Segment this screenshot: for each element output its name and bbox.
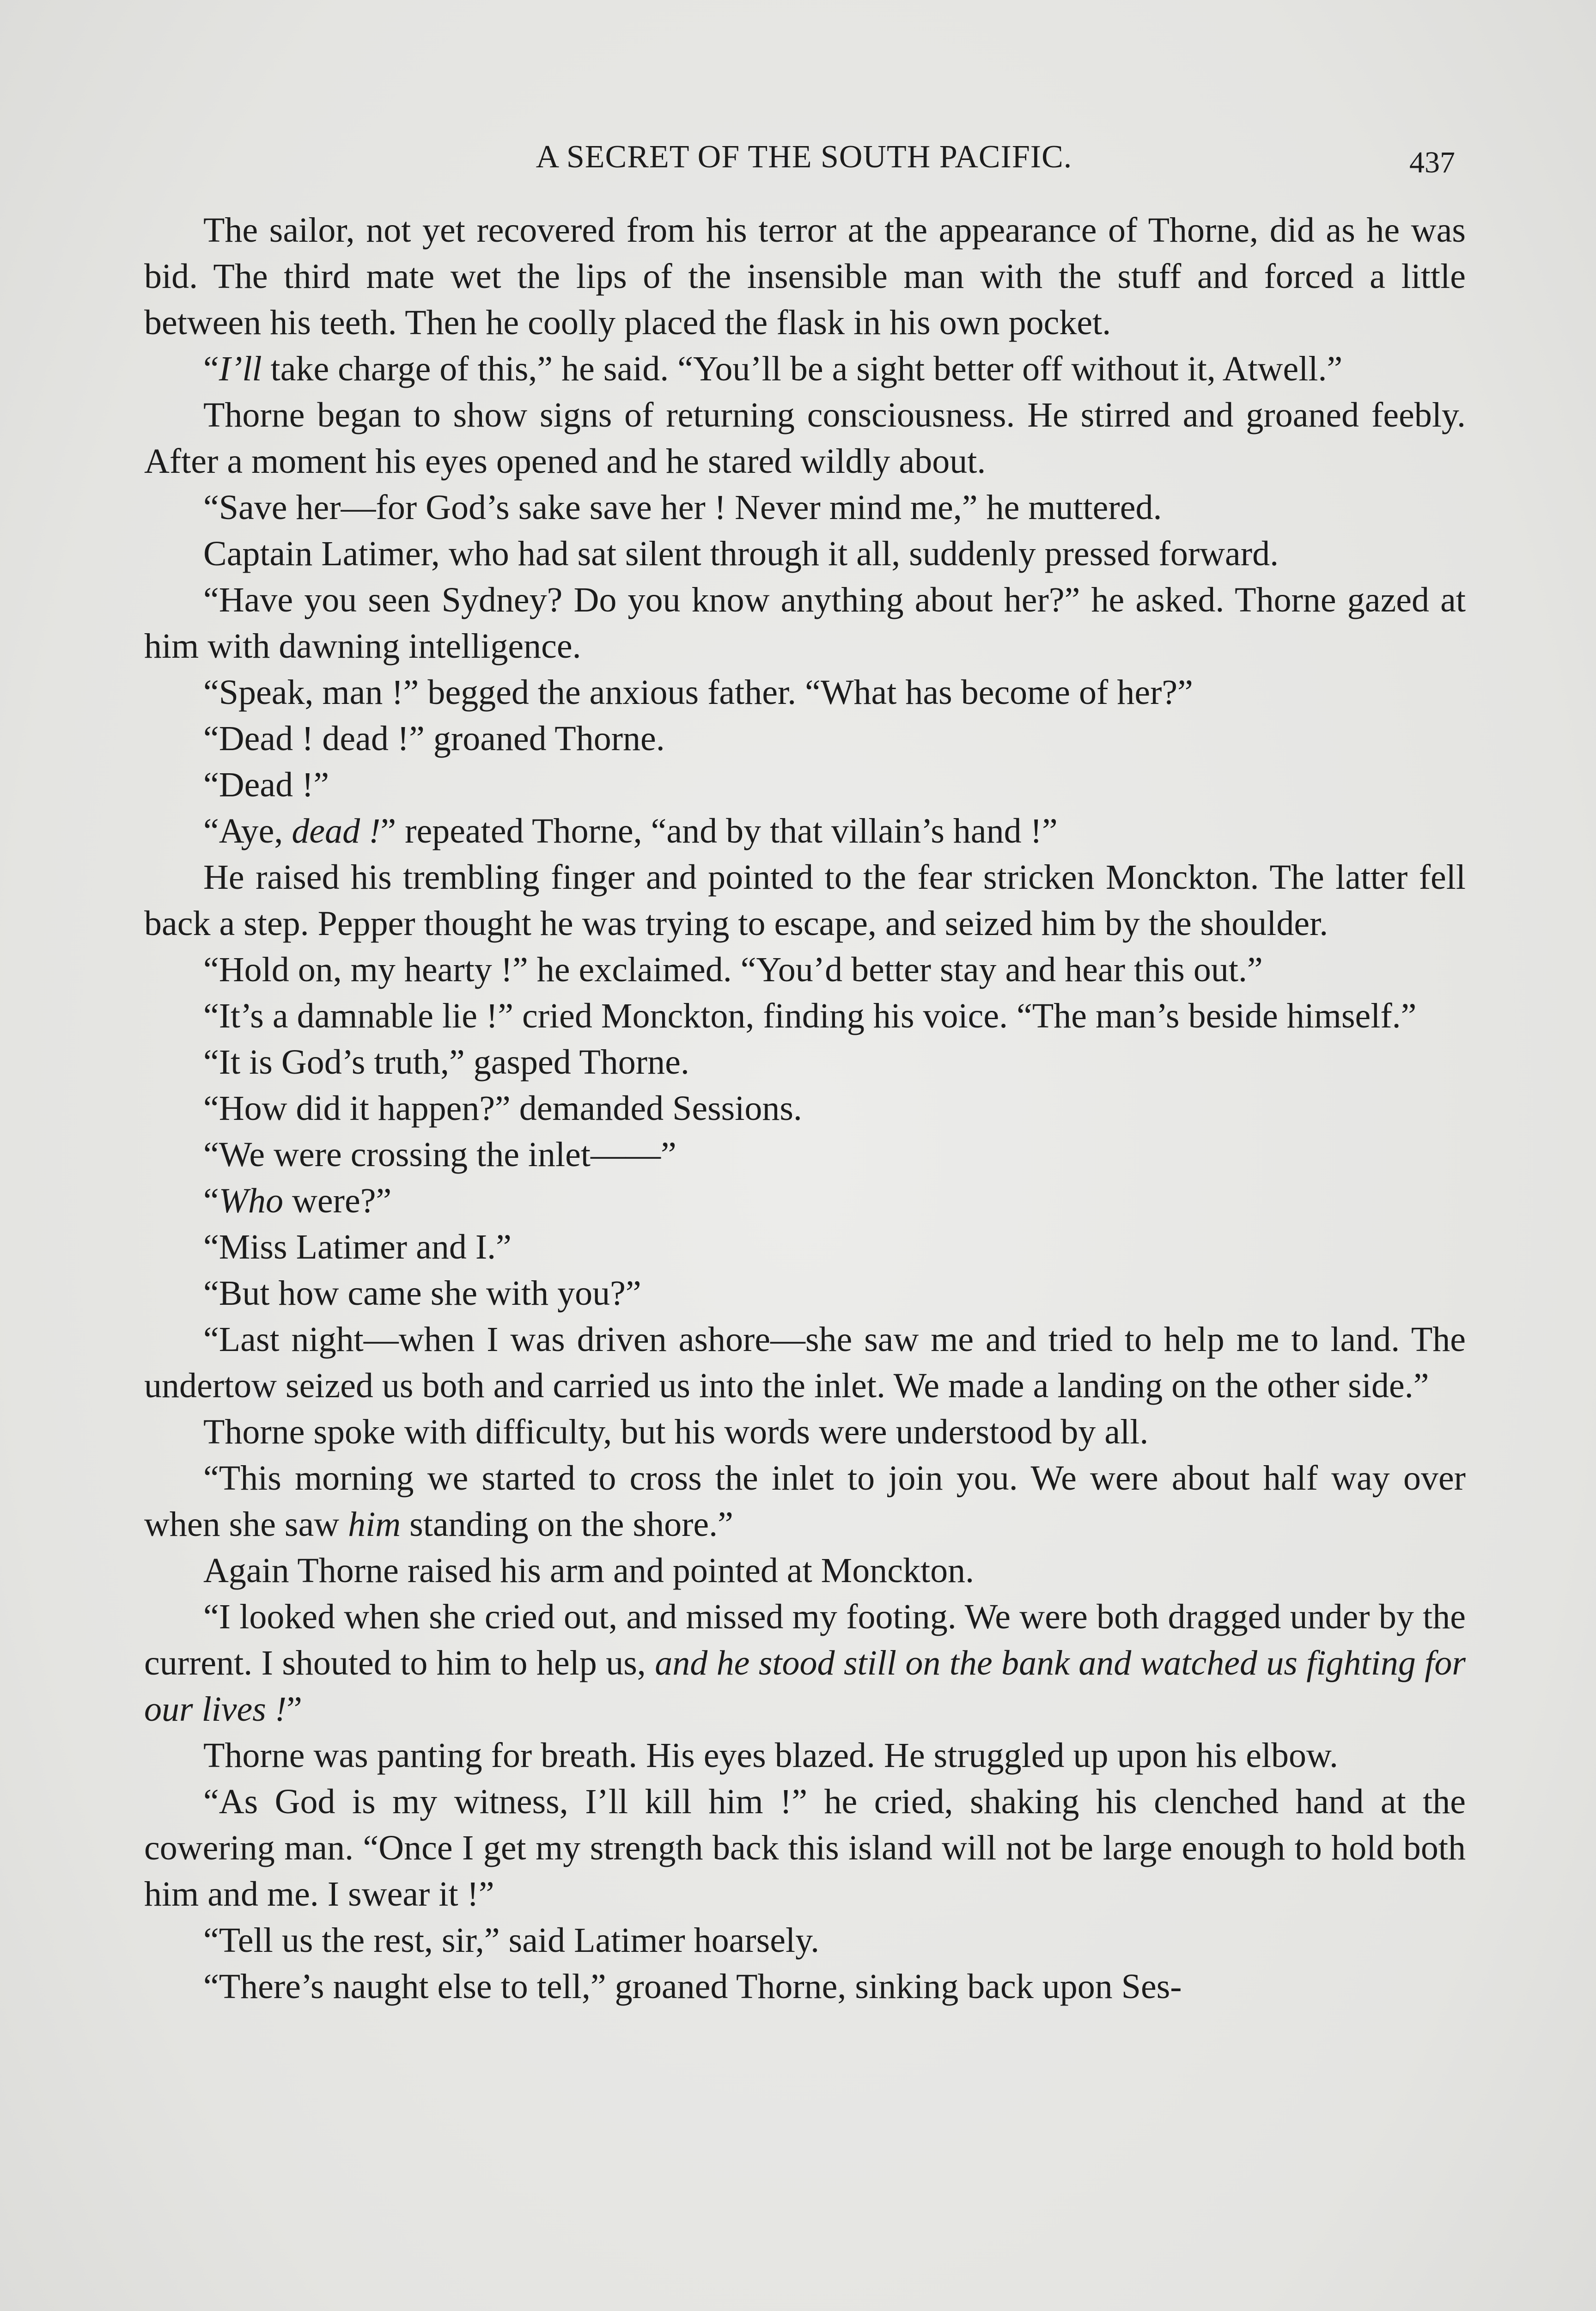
text-run: “There’s naught else to tell,” groaned Thorne, sinking back upon Ses- bbox=[203, 1967, 1182, 2006]
paragraph bbox=[144, 1732, 1466, 1779]
text-run: were?” bbox=[283, 1181, 392, 1220]
paragraph bbox=[144, 1316, 1466, 1409]
paragraph bbox=[144, 1178, 1466, 1224]
paragraph bbox=[144, 1039, 1466, 1085]
paragraph bbox=[144, 854, 1466, 947]
paragraph bbox=[144, 531, 1466, 577]
text-run: take charge of this,” he said. “You’ll be a sight better off without it, Atwell.” bbox=[262, 349, 1343, 388]
paragraph bbox=[144, 947, 1466, 993]
text-run: “How did it happen?” demanded Sessions. bbox=[203, 1089, 802, 1128]
text-run: “It is God’s truth,” gasped Thorne. bbox=[203, 1043, 689, 1082]
text-run: The sailor, not yet recovered from his terror at the appearance of Thorne, did as he was bid. The third mate wet the lips of the insensible man with the stuff and forced a little between his teeth. Then he coolly placed the flask in his own pocket. bbox=[144, 211, 1466, 342]
paragraph bbox=[144, 1779, 1466, 1917]
paragraph bbox=[144, 484, 1466, 531]
paragraph bbox=[144, 346, 1466, 392]
text-run: ” bbox=[286, 1690, 302, 1729]
paragraph bbox=[144, 392, 1466, 484]
text-run: “I looked when she cried out, and missed my footing. We were both dragged under by the current. I shouted to him to help us, bbox=[144, 1597, 1466, 1682]
paragraph bbox=[144, 1409, 1466, 1455]
paragraph bbox=[144, 1131, 1466, 1178]
page-number: 437 bbox=[1409, 146, 1455, 179]
italic-text: Who bbox=[219, 1181, 284, 1220]
paragraph bbox=[144, 1594, 1466, 1732]
page-header bbox=[0, 139, 1596, 190]
text-run: “This morning we started to cross the inlet to join you. We were about half way over when she saw bbox=[144, 1459, 1466, 1544]
text-run: “But how came she with you?” bbox=[203, 1274, 641, 1313]
paragraph bbox=[144, 1085, 1466, 1131]
text-run: Thorne spoke with difficulty, but his words were understood by all. bbox=[203, 1412, 1149, 1451]
text-run: He raised his trembling finger and pointed to the fear stricken Monckton. The latter fell back a step. Pepper thought he was trying to escape, and seized him by the shoulder. bbox=[144, 858, 1466, 943]
text-run: Thorne was panting for breath. His eyes blazed. He struggled up upon his elbow. bbox=[203, 1736, 1339, 1775]
paragraph bbox=[144, 1455, 1466, 1547]
paragraph bbox=[144, 577, 1466, 669]
text-run: “Tell us the rest, sir,” said Latimer hoarsely. bbox=[203, 1921, 820, 1960]
text-run: standing on the shore.” bbox=[401, 1505, 733, 1544]
text-run: “Aye, bbox=[203, 812, 292, 850]
italic-text: I’ll bbox=[219, 349, 262, 388]
text-run: “Last night—when I was driven ashore—she saw me and tried to help me to land. The undertow seized us both and carried us into the inlet. We made a landing on the other side.” bbox=[144, 1320, 1466, 1405]
text-run: “Speak, man !” begged the anxious father. “What has become of her?” bbox=[203, 673, 1193, 712]
text-run: “Dead ! dead !” groaned Thorne. bbox=[203, 719, 665, 758]
paragraph bbox=[144, 1224, 1466, 1270]
text-run: “Have you seen Sydney? Do you know anything about her?” he asked. Thorne gazed at him with dawning intelligence. bbox=[144, 581, 1466, 666]
italic-text: and he stood still on the bank and watched us fighting for our lives ! bbox=[144, 1644, 1466, 1729]
text-run: “It’s a damnable lie !” cried Monckton, finding his voice. “The man’s beside himself.” bbox=[203, 997, 1417, 1035]
text-run: “Dead !” bbox=[203, 765, 329, 804]
running-head: A SECRET OF THE SOUTH PACIFIC. bbox=[536, 139, 1072, 175]
paragraph bbox=[144, 669, 1466, 715]
text-run: “Save her—for God’s sake save her ! Never mind me,” he muttered. bbox=[203, 488, 1162, 527]
text-run: Captain Latimer, who had sat silent through it all, suddenly pressed forward. bbox=[203, 534, 1279, 573]
italic-text: dead ! bbox=[292, 812, 381, 850]
text-run: Again Thorne raised his arm and pointed at Monckton. bbox=[203, 1551, 975, 1590]
text-run: “Hold on, my hearty !” he exclaimed. “You’d better stay and hear this out.” bbox=[203, 950, 1263, 989]
paragraph bbox=[144, 762, 1466, 808]
paragraph bbox=[144, 993, 1466, 1039]
paragraph bbox=[144, 1917, 1466, 1963]
body-text bbox=[144, 207, 1466, 2010]
text-run: Thorne began to show signs of returning consciousness. He stirred and groaned feebly. After a moment his eyes opened and he stared wildly about. bbox=[144, 396, 1466, 481]
text-run: “Miss Latimer and I.” bbox=[203, 1228, 512, 1266]
paragraph bbox=[144, 715, 1466, 762]
text-run: ” repeated Thorne, “and by that villain’s hand !” bbox=[380, 812, 1058, 850]
paragraph bbox=[144, 207, 1466, 346]
italic-text: him bbox=[348, 1505, 401, 1544]
paragraph bbox=[144, 808, 1466, 854]
text-run: “As God is my witness, I’ll kill him !” he cried, shaking his clenched hand at the cowering man. “Once I get my strength back this island will not be large enough to hold both him and me. I swear it !” bbox=[144, 1782, 1466, 1914]
text-run: “ bbox=[203, 1181, 219, 1220]
paragraph bbox=[144, 1270, 1466, 1316]
text-run: “ bbox=[203, 349, 219, 388]
text-run: “We were crossing the inlet——” bbox=[203, 1135, 676, 1174]
paragraph bbox=[144, 1963, 1466, 2010]
paragraph bbox=[144, 1547, 1466, 1594]
